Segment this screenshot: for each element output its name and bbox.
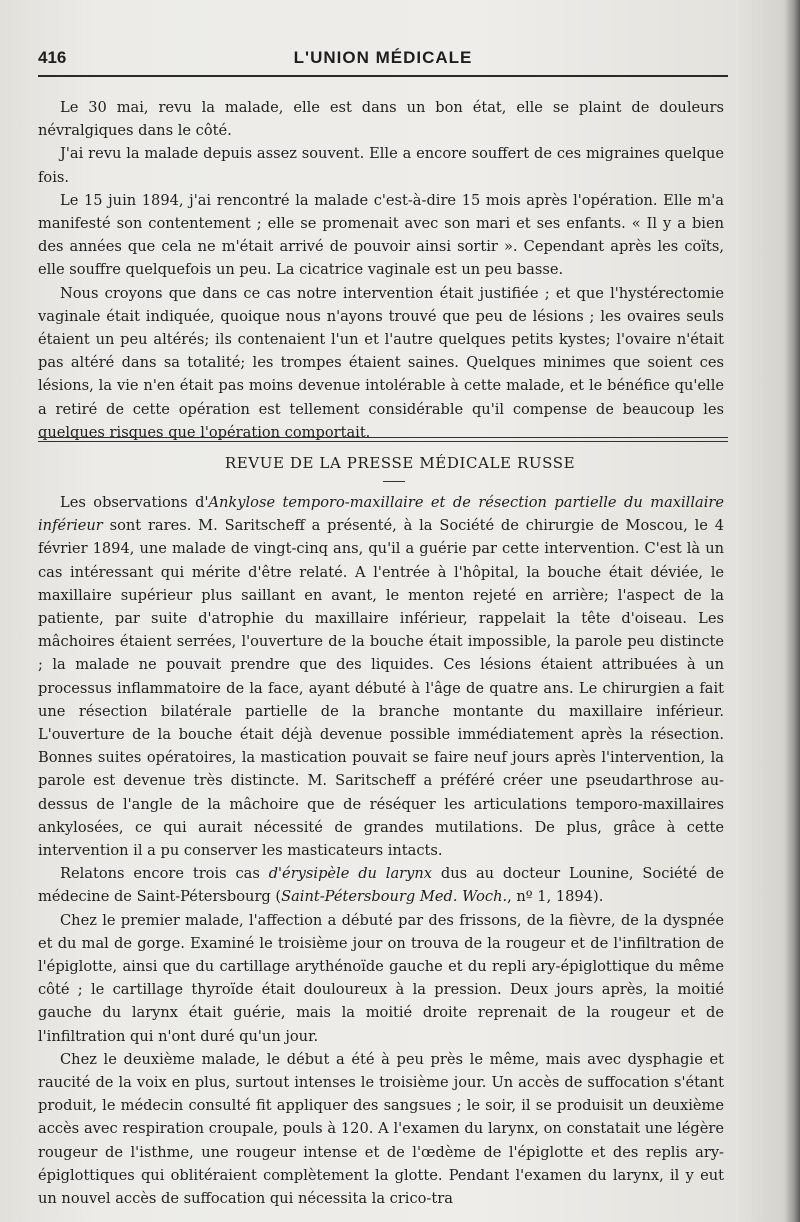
text-run: Les observations d' [60,494,209,511]
text-run: sont rares. M. Saritscheff a présenté, à la Société de chirurgie de Moscou, le 4 février 1894, une malade de vingt-cinq ans, qu'il a guérie par cette intervention. C'est là un cas intéressant qui mérite d'être relaté. A l'entrée à l'hôpital, la bouche était déviée, le maxillaire supérieur plus saillant en avant, le menton rejeté en arrière; l'aspect de la patiente, par suite d'atrophie du maxillaire inférieur, rappelait la tête d'oiseau. Les mâchoires étaient serrées, l'ouverture de la bouche était impossible, la parole peu distincte ; la malade ne pouvait prendre que des liquides. Ces lésions étaient attribuées à un processus inflammatoire de la face, ayant débuté à l'âge de quatre ans. Le chirurgien a fait une résection bilatérale partielle de la branche montante du maxillaire inférieur. L'ouverture de la bouche était déjà devenue possible immédiatement après la résection. Bonnes suites opératoires, la mastication pouvait se faire neuf jours après l'intervention, la parole est devenue très distincte. M. Saritscheff a préféré créer une pseudarthrose au-dessus de l'angle de la mâchoire que de réséquer les articulations temporo-maxillaires ankylosées, ce qui aurait nécessité de grandes mutilations. De plus, grâce à cette intervention il a pu conserver les masticateurs intacts. [38,517,724,860]
paragraph: Le 15 juin 1894, j'ai rencontré la malade c'est-à-dire 15 mois après l'opération. Elle m'a manifesté son contentement ; elle se promenait avec son mari et ses enfants. « Il y a bien des années que cela ne m'était arrivé de pouvoir ainsi sortir ». Cependant après les coïts, elle souffre quelquefois un peu. La cicatrice vaginale est un peu basse. [38,191,724,279]
page-number: 416 [38,48,67,67]
italic-citation: Saint-Pétersbourg Med. Woch. [281,888,508,906]
paragraph: J'ai revu la malade depuis assez souvent. Elle a encore souffert de ces migraines quelque fois. [38,145,724,186]
text-run: Relatons encore trois cas [60,865,269,883]
russian-press-review [38,491,724,1210]
page-header [38,48,728,72]
running-title: L'UNION MÉDICALE [293,48,473,67]
paragraph: Chez le deuxième malade, le début a été à peu près le même, mais avec dysphagie et raucité de la voix en plus, surtout intenses le troisième jour. Un accès de suffocation s'étant produit, le médecin consulté fit appliquer des sangsues ; le soir, il se produisit un deuxième accès avec respiration croupale, pouls à 120. A l'examen du larynx, on constatait une légère rougeur de l'isthme, une rougeur intense et de l'œdème de l'épiglotte et des replis ary-épiglottiques qui oblitéraient complètement la glotte. Pendant l'examen du larynx, il y eut un nouvel accès de suffocation qui nécessita la crico-tra [38,1050,724,1208]
paragraph-ankylosis [38,491,724,862]
section-heading: REVUE DE LA PRESSE MÉDICALE RUSSE [224,454,576,472]
italic-title: Ankylose temporo-maxillaire et de résection partielle du maxillaire inférieur [38,494,724,535]
header-rule [38,75,728,77]
paragraph: Le 30 mai, revu la malade, elle est dans un bon état, elle se plaint de douleurs névralgiques dans le côté. [38,99,724,140]
text-run: , nº 1, 1894). [507,888,604,906]
section-divider [38,437,728,442]
book-spine-shadow [784,0,800,1222]
text-run: dus au docteur Lounine, Société de médecine de Saint-Pétersbourg ( [38,865,725,906]
case-report-conclusion [38,96,724,444]
paragraph-erysipelas-intro [38,862,724,908]
paragraph: Nous croyons que dans ce cas notre intervention était justifiée ; et que l'hystérectomie vaginale était indiquée, quoique nous n'ayons trouvé que peu de lésions ; les ovaires seuls étaient un peu altérés; ils contenaient l'un et l'autre quelques petits kystes; l'ovaire n'était pas altéré dans sa totalité; les trompes étaient saines. Quelques minimes que soient ces lésions, la vie n'en était pas moins devenue intolérable à cette malade, et le bénéfice qu'elle a retiré de cette opération est tellement considérable qu'il compense de beaucoup les quelques risques que l'opération comportait. [38,284,724,441]
paragraph: Chez le premier malade, l'affection a débuté par des frissons, de la fièvre, de la dyspnée et du mal de gorge. Examiné le troisième jour on trouva de la rougeur et de l'infiltration de l'épiglotte, ainsi que du cartillage arythénoïde gauche et du repli ary-épiglottique du même côté ; le cartillage thyroïde était douloureux à la pression. Deux jours après, la moitié gauche du larynx était guérie, mais la moitié droite reprenait de la rougeur et de l'infiltration qui n'ont duré qu'un jour. [38,911,724,1045]
italic-title: d'érysipèle du larynx [268,865,433,883]
heading-dash [383,481,405,482]
